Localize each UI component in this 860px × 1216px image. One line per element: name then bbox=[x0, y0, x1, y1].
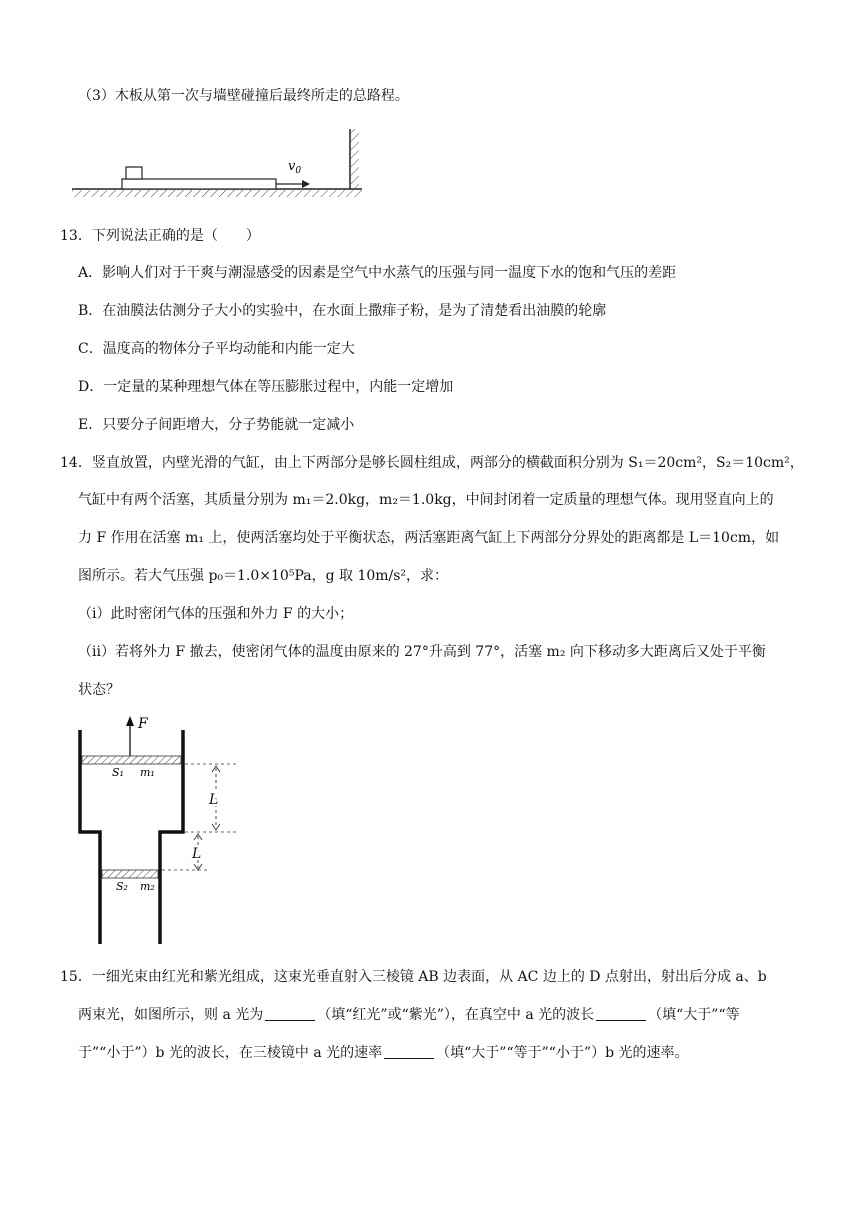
board-wall-figure bbox=[70, 125, 370, 205]
block bbox=[126, 167, 142, 179]
q15-line2-b: （填“红光”或“紫光”），在真空中 a 光的波长 bbox=[317, 1007, 595, 1023]
q13-option-c: C．温度高的物体分子平均动能和内能一定大 bbox=[78, 341, 355, 357]
s1-label: S₁ bbox=[112, 766, 124, 779]
force-label: F bbox=[138, 716, 148, 732]
ground-hatch bbox=[72, 190, 362, 197]
upper-piston bbox=[82, 756, 181, 764]
q15-line3-a: 于”“小于”）b 光的波长，在三棱镜中 a 光的速率 bbox=[78, 1045, 383, 1061]
q13-stem: 13．下列说法正确的是（ ） bbox=[60, 228, 260, 244]
m2-label: m₂ bbox=[140, 880, 155, 893]
q15-line3-b: （填“大于”“等于”“小于”）b 光的速率。 bbox=[436, 1045, 689, 1061]
q15-answer-blank-3[interactable] bbox=[384, 1044, 434, 1059]
lower-piston bbox=[102, 870, 158, 878]
q15-line2-a: 两束光，如图所示，则 a 光为 bbox=[78, 1007, 264, 1023]
q15-answer-blank-1[interactable] bbox=[265, 1006, 315, 1021]
q14-line1: 14．竖直放置，内壁光滑的气缸，由上下两部分是够长圆柱组成，两部分的横截面积分别为 S₁＝20cm²，S₂＝10cm²， bbox=[60, 455, 804, 471]
l-label-upper: L bbox=[209, 792, 219, 808]
q14-line4: 图所示。若大气压强 p₀＝1.0×10⁵Pa，g 取 10m/s²，求： bbox=[78, 568, 449, 584]
q13-option-b: B．在油膜法估测分子大小的实验中，在水面上撒痱子粉，是为了清楚看出油膜的轮廓 bbox=[78, 303, 607, 319]
q12-part3: （3）木板从第一次与墙壁碰撞后最终所走的总路程。 bbox=[78, 88, 409, 104]
q14-sub2b: 状态？ bbox=[78, 682, 120, 698]
velocity-arrowhead bbox=[302, 180, 310, 188]
force-arrowhead bbox=[126, 716, 134, 726]
q15-line2-c: （填“大于”“等 bbox=[648, 1007, 740, 1023]
m1-label: m₁ bbox=[140, 766, 155, 779]
q15-line3 bbox=[78, 1043, 689, 1063]
cylinder-figure bbox=[68, 712, 248, 947]
wall-hatch bbox=[351, 129, 359, 189]
q13-option-a: A．影响人们对于干爽与潮湿感受的因素是空气中水蒸气的压强与同一温度下水的饱和气压的差距 bbox=[78, 265, 677, 281]
s2-label: S₂ bbox=[116, 880, 128, 893]
l-label-lower: L bbox=[192, 846, 202, 862]
q13-option-e: E．只要分子间距增大，分子势能就一定减小 bbox=[78, 417, 355, 433]
q13-option-d: D．一定量的某种理想气体在等压膨胀过程中，内能一定增加 bbox=[78, 379, 454, 395]
v0-label: $v_0$ bbox=[288, 159, 302, 176]
q15-answer-blank-2[interactable] bbox=[596, 1006, 646, 1021]
q15-line2 bbox=[78, 1005, 740, 1025]
q14-line3: 力 F 作用在活塞 m₁ 上，使两活塞均处于平衡状态，两活塞距离气缸上下两部分分界处的距离都是 L＝10cm，如 bbox=[78, 530, 780, 546]
board bbox=[122, 179, 276, 189]
q14-sub2a: （ii）若将外力 F 撤去，使密闭气体的温度由原来的 27°升高到 77°，活塞 m₂ 向下移动多大距离后又处于平衡 bbox=[78, 644, 766, 660]
q14-sub1: （i）此时密闭气体的压强和外力 F 的大小； bbox=[78, 606, 354, 622]
q15-line1: 15．一细光束由红光和紫光组成，这束光垂直射入三棱镜 AB 边表面，从 AC 边上的 D 点射出，射出后分成 a、b bbox=[60, 969, 767, 985]
q14-line2: 气缸中有两个活塞，其质量分别为 m₁＝2.0kg，m₂＝1.0kg，中间封闭着一定质量的理想气体。现用竖直向上的 bbox=[78, 492, 774, 508]
